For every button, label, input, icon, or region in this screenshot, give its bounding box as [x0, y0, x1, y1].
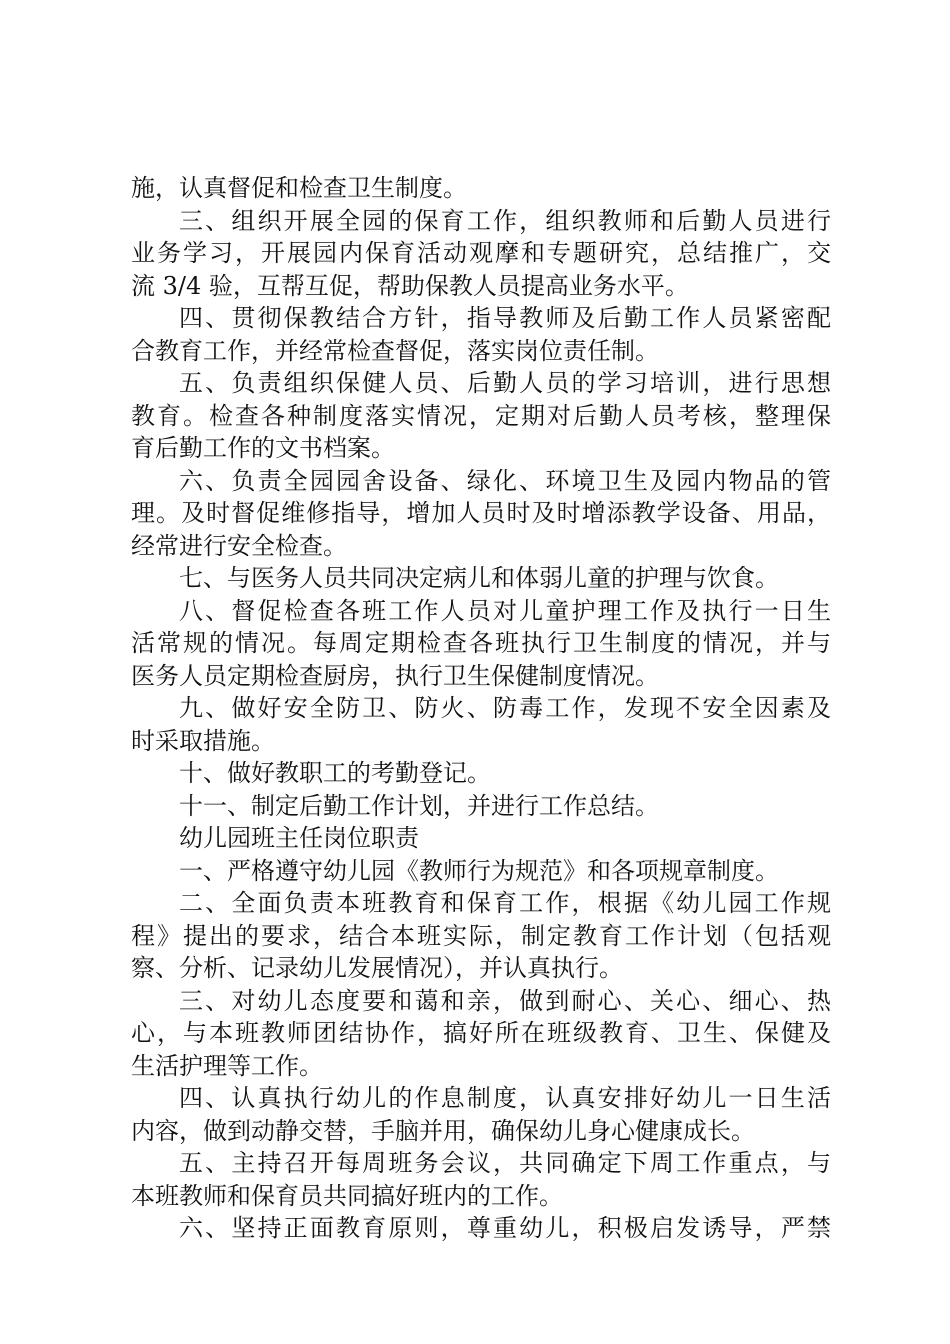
text-line: 育后勤工作的文书档案。 — [131, 434, 395, 462]
paragraph-start-line: 六、负责全园园舍设备、绿化、环境卫生及园内物品的管 — [179, 466, 831, 495]
paragraph-start-line: 三、对幼儿态度要和蔼和亲，做到耐心、关心、细心、热 — [179, 986, 831, 1015]
paragraph-start-line: 四、贯彻保教结合方针，指导教师及后勤工作人员紧密配 — [179, 304, 831, 332]
text-line: 察、分析、记录幼儿发展情况），并认真执行。 — [131, 954, 623, 982]
text-line: 程》提出的要求，结合本班实际，制定教育工作计划（包括观 — [131, 921, 831, 950]
paragraph-start-line: 一、严格遵守幼儿园《教师行为规范》和各项规章制度。 — [179, 856, 779, 885]
text-line: 流 3/4 验，互帮互促，帮助保教人员提高业务水平。 — [131, 271, 689, 300]
paragraph-start-line: 九、做好安全防卫、防火、防毒工作，发现不安全因素及 — [179, 694, 831, 722]
text-line: 时采取措施。 — [131, 726, 275, 755]
paragraph-start-line: 五、主持召开每周班务会议，共同确定下周工作重点，与 — [179, 1149, 831, 1177]
paragraph-start-line: 三、组织开展全园的保育工作，组织教师和后勤人员进行 — [179, 206, 831, 235]
text-line: 心，与本班教师团结协作，搞好所在班级教育、卫生、保健及 — [131, 1019, 831, 1047]
document-body — [131, 172, 831, 1245]
text-line: 活常规的情况。每周定期检查各班执行卫生制度的情况，并与 — [131, 629, 831, 657]
text-line: 施，认真督促和检查卫生制度。 — [131, 174, 467, 202]
text-line: 教育。检查各种制度落实情况，定期对后勤人员考核，整理保 — [131, 401, 831, 430]
paragraph-start-line: 二、全面负责本班教育和保育工作，根据《幼儿园工作规 — [179, 889, 831, 917]
paragraph-start-line: 十、做好教职工的考勤登记。 — [179, 759, 491, 787]
text-line: 业务学习，开展园内保育活动观摩和专题研究，总结推广，交 — [131, 239, 831, 267]
text-line: 本班教师和保育员共同搞好班内的工作。 — [131, 1181, 563, 1210]
text-line: 合教育工作，并经常检查督促，落实岗位责任制。 — [131, 336, 659, 365]
paragraph-start-line: 八、督促检查各班工作人员对儿童护理工作及执行一日生 — [179, 596, 831, 625]
paragraph-start-line: 十一、制定后勤工作计划，并进行工作总结。 — [179, 791, 659, 820]
text-line: 内容，做到动静交替，手脑并用，确保幼儿身心健康成长。 — [131, 1116, 755, 1145]
text-line: 医务人员定期检查厨房，执行卫生保健制度情况。 — [131, 661, 659, 690]
paragraph-start-line: 六、坚持正面教育原则，尊重幼儿，积极启发诱导，严禁 — [179, 1214, 831, 1242]
text-line: 理。及时督促维修指导，增加人员时及时增添教学设备、用品， — [131, 499, 831, 527]
paragraph-start-line: 七、与医务人员共同决定病儿和体弱儿童的护理与饮食。 — [179, 564, 779, 592]
text-line: 生活护理等工作。 — [131, 1051, 323, 1080]
paragraph-start-line: 五、负责组织保健人员、后勤人员的学习培训，进行思想 — [179, 369, 831, 397]
text-line: 经常进行安全检查。 — [131, 531, 347, 560]
section-heading: 幼儿园班主任岗位职责 — [179, 824, 419, 852]
paragraph-start-line: 四、认真执行幼儿的作息制度，认真安排好幼儿一日生活 — [179, 1084, 831, 1112]
